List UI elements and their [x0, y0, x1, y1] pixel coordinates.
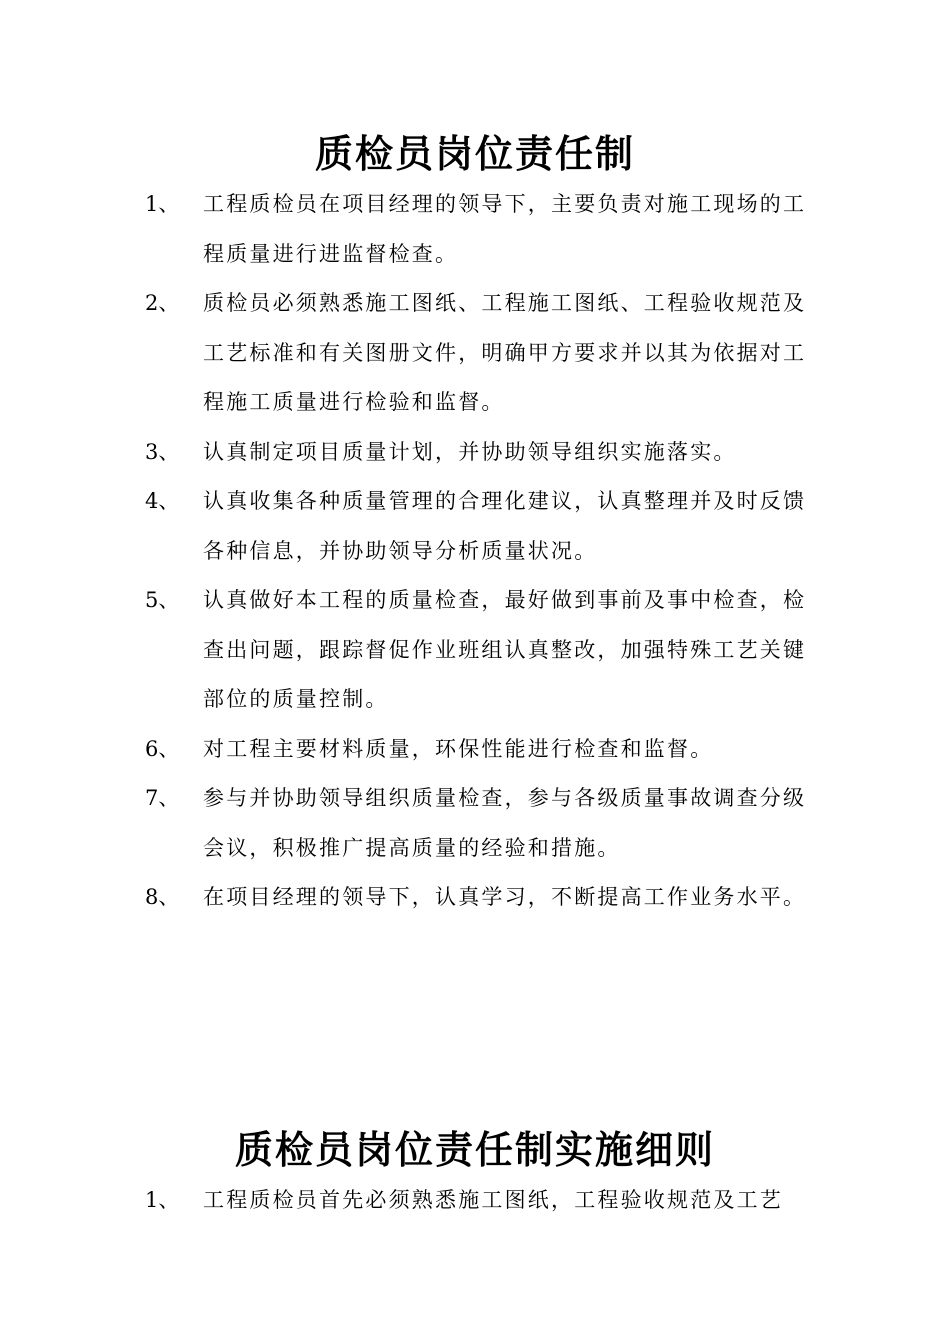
item-text: 对工程主要材料质量，环保性能进行检查和监督。	[203, 736, 714, 761]
implementation-list	[0, 1176, 950, 1226]
list-item	[0, 1176, 813, 1226]
item-number: 2、	[145, 291, 180, 315]
section-implementation-rules	[0, 1124, 950, 1226]
item-number: 7、	[145, 786, 180, 810]
item-number: 6、	[145, 736, 180, 761]
list-item	[0, 576, 813, 725]
item-text: 认真收集各种质量管理的合理化建议，认真整理并及时反馈各种信息，并协助领导分析质量状况。	[203, 489, 807, 563]
item-number: 8、	[145, 885, 180, 909]
item-text: 认真做好本工程的质量检查，最好做到事前及事中检查，检查出问题，跟踪督促作业班组认真整改，加强特殊工艺关键部位的质量控制。	[203, 588, 807, 711]
section-title: 质检员岗位责任制实施细则	[234, 1127, 715, 1172]
list-item	[0, 428, 813, 478]
item-text: 工程质检员首先必须熟悉施工图纸，工程验收规范及工艺	[203, 1188, 783, 1212]
section-responsibility	[0, 128, 950, 923]
responsibility-list	[0, 180, 950, 923]
list-item	[0, 774, 813, 873]
item-text: 工程质检员在项目经理的领导下，主要负责对施工现场的工程质量进行进监督检查。	[203, 192, 807, 266]
list-item	[0, 873, 813, 923]
item-number: 5、	[145, 588, 180, 612]
list-item	[0, 725, 813, 775]
item-number: 3、	[145, 439, 180, 464]
item-number: 1、	[145, 192, 180, 216]
list-item	[0, 279, 813, 428]
list-item	[0, 180, 813, 279]
section-title: 质检员岗位责任制	[314, 131, 635, 176]
list-item	[0, 477, 813, 576]
item-text: 认真制定项目质量计划，并协助领导组织实施落实。	[203, 439, 737, 464]
item-text: 参与并协助领导组织质量检查，参与各级质量事故调查分级会议，积极推广提高质量的经验和措施。	[203, 786, 807, 860]
item-text: 质检员必须熟悉施工图纸、工程施工图纸、工程验收规范及工艺标准和有关图册文件，明确甲方要求并以其为依据对工程施工质量进行检验和监督。	[203, 291, 807, 414]
item-text: 在项目经理的领导下，认真学习，不断提高工作业务水平。	[203, 885, 807, 909]
item-number: 4、	[145, 489, 180, 513]
item-number: 1、	[145, 1188, 180, 1212]
